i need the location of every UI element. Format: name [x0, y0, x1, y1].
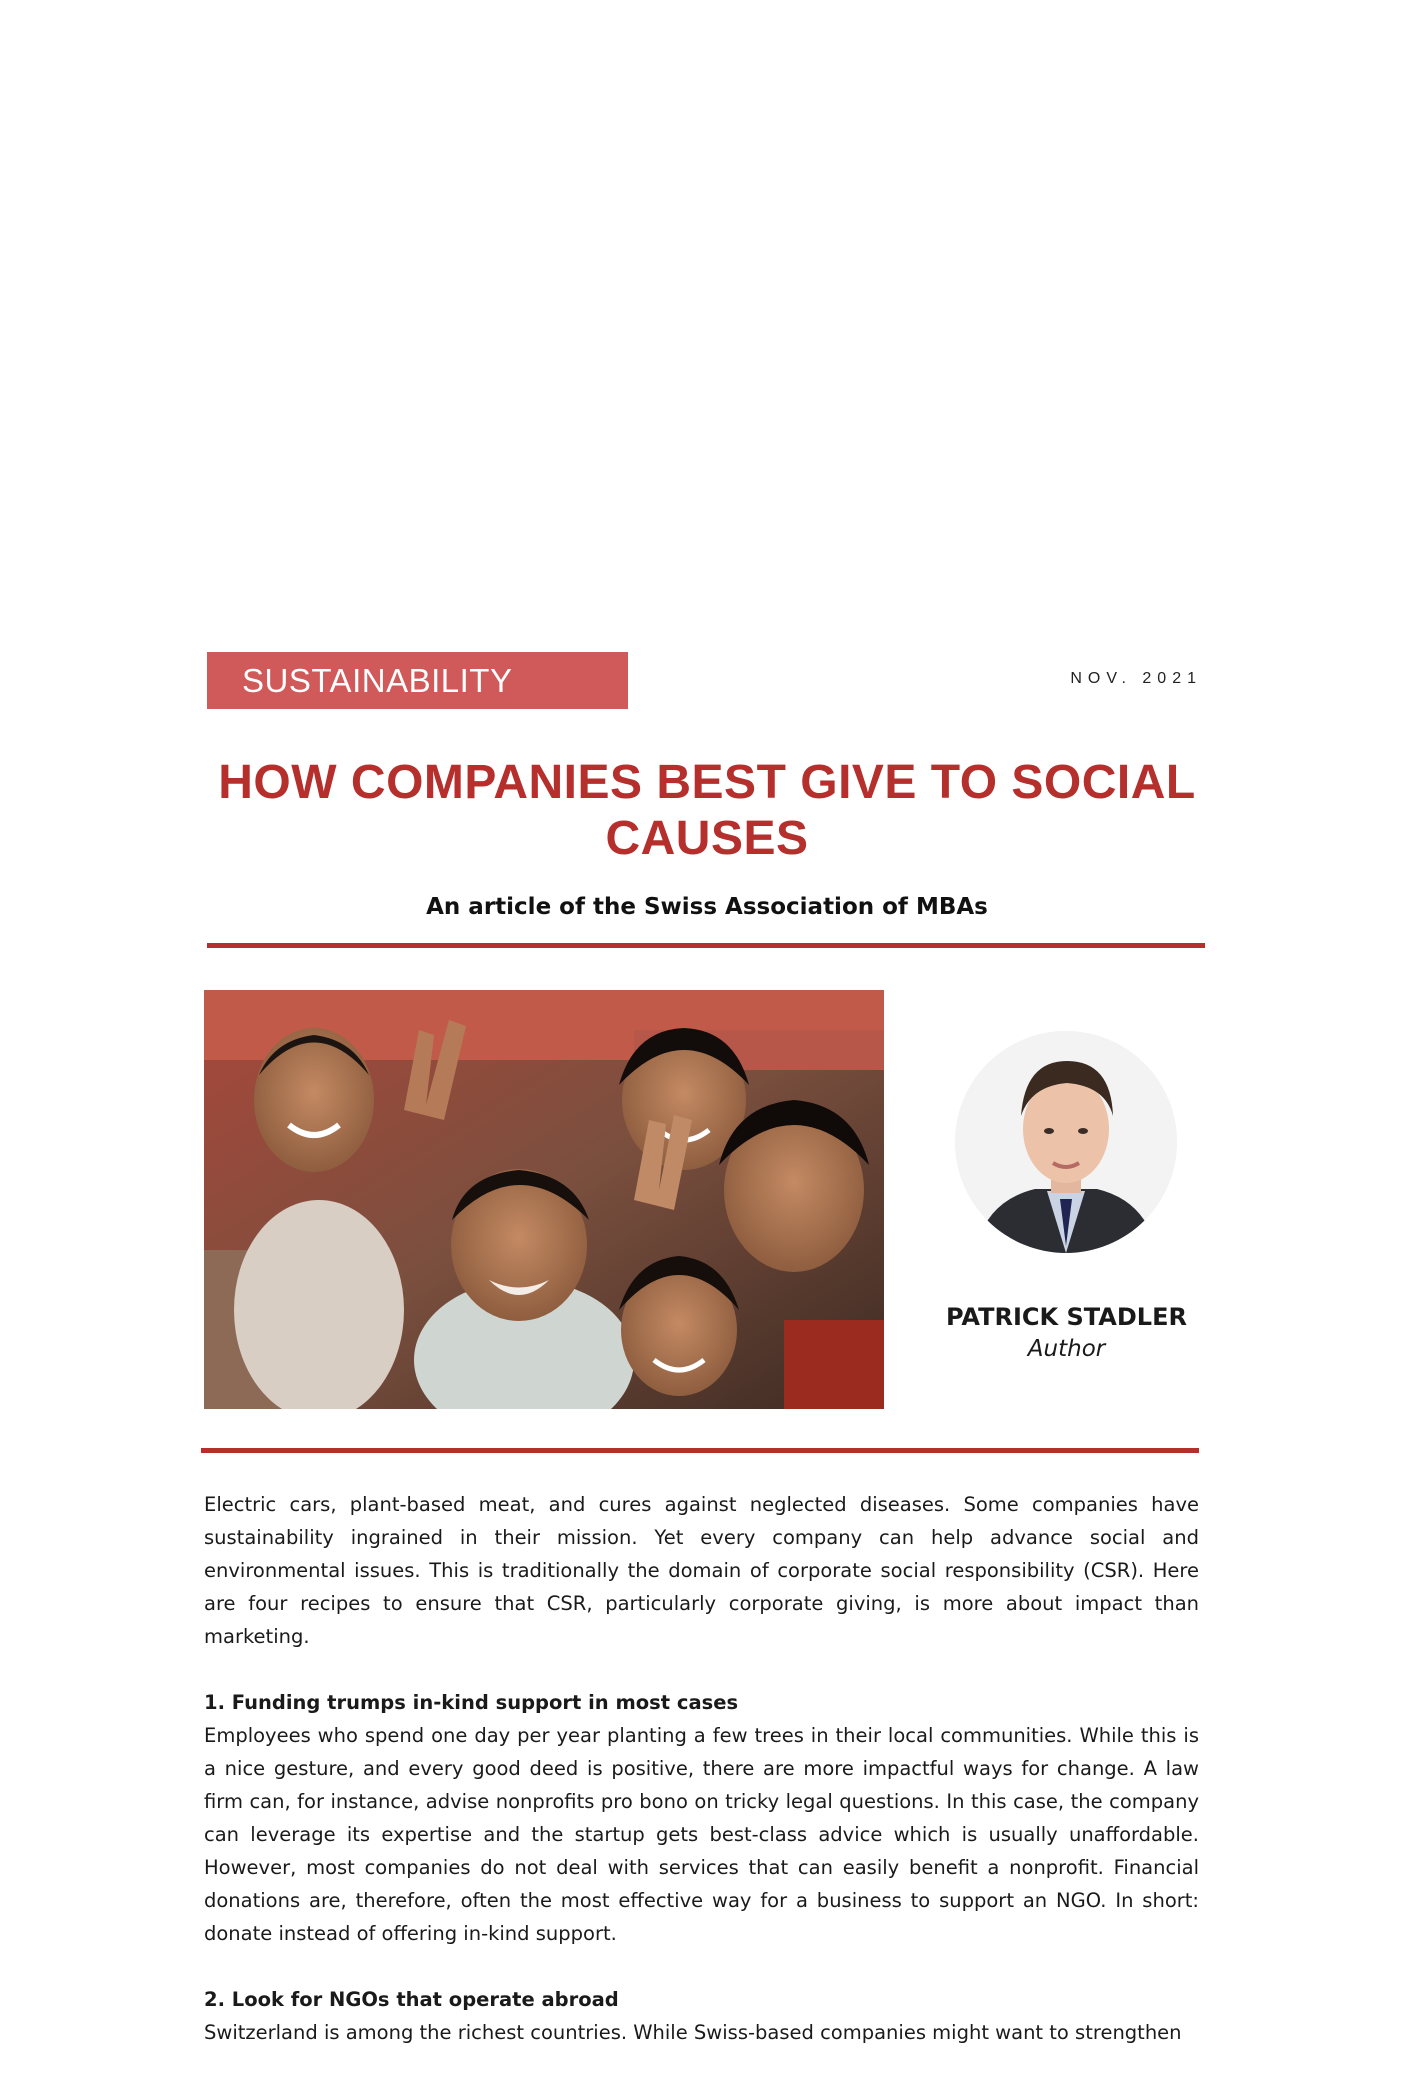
publication-date: NOV. 2021: [1070, 670, 1202, 687]
author-name: PATRICK STADLER: [946, 1303, 1187, 1331]
author-avatar: [955, 1031, 1177, 1253]
intro-paragraph: Electric cars, plant-based meat, and cures against neglected diseases. Some companies have sustainability ingrained in their mission. Yet every company can help advance social and environmental issues. This is traditionally the domain of corporate social responsibility (CSR). Here are four recipes to ensure that CSR, particularly corporate giving, is more about impact than marketing.: [204, 1493, 1199, 1648]
article-title: HOW COMPANIES BEST GIVE TO SOCIAL CAUSES: [218, 756, 1196, 865]
divider-bottom: [201, 1448, 1199, 1453]
divider-top: [207, 943, 1205, 948]
article-body: [204, 1488, 1199, 2082]
section-paragraph-1: Employees who spend one day per year planting a few trees in their local communities. While this is a nice gesture, and every good deed is positive, there are more impactful ways for change. A law firm can, for instance, advise nonprofits pro bono on tricky legal questions. In this case, the company can leverage its expertise and the startup gets best-class advice which is usually unaffordable. However, most companies do not deal with services that can easily benefit a nonprofit. Financial donations are, therefore, often the most effective way for a business to support an NGO. In short: donate instead of offering in-kind support.: [204, 1724, 1199, 1945]
hero-photo: [204, 990, 884, 1409]
article-subtitle: An article of the Swiss Association of MBAs: [426, 894, 988, 920]
author-role: Author: [1027, 1336, 1106, 1362]
section-paragraph-2: Switzerland is among the richest countries. While Swiss-based companies might want to strengthen: [204, 2021, 1182, 2044]
section-heading-2: 2. Look for NGOs that operate abroad: [204, 1988, 619, 2011]
section-heading-1: 1. Funding trumps in-kind support in most cases: [204, 1691, 739, 1714]
category-badge: SUSTAINABILITY: [207, 652, 628, 709]
